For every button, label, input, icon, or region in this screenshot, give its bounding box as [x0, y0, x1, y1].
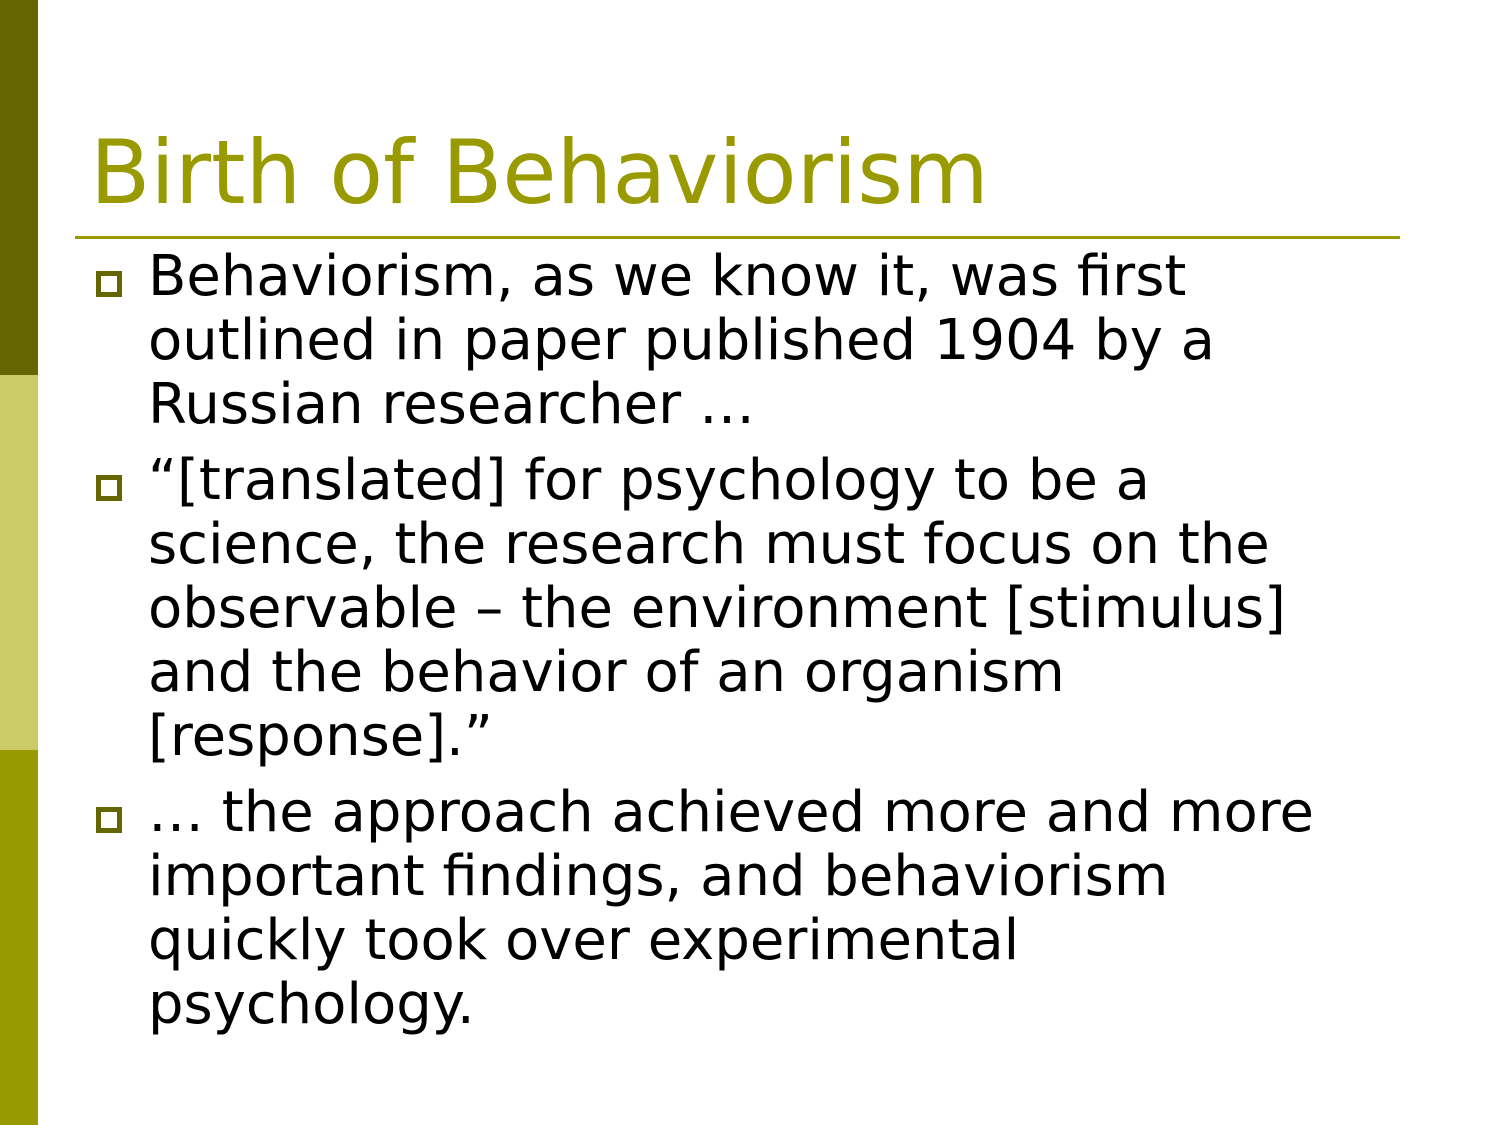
title-underline-rule — [75, 236, 1400, 239]
bullet-line: and the behavior of an organism — [148, 640, 1065, 705]
bullet-line: … the approach achieved more and more — [148, 780, 1314, 845]
bullet-line: quickly took over experimental — [148, 908, 1020, 973]
hollow-square-bullet-icon — [96, 807, 122, 833]
sidebar-accent-top — [0, 0, 38, 375]
sidebar-accent-middle — [0, 375, 38, 750]
hollow-square-bullet-icon — [96, 271, 122, 297]
hollow-square-bullet-icon — [96, 475, 122, 501]
bullet-item-1 — [90, 245, 1420, 437]
bullet-line: outlined in paper published 1904 by a — [148, 308, 1215, 373]
sidebar-accent-bottom — [0, 750, 38, 1125]
bullet-line: [response].” — [148, 704, 493, 769]
bullet-line: Russian researcher … — [148, 372, 755, 437]
bullet-line: psychology. — [148, 972, 475, 1037]
slide-title: Birth of Behaviorism — [90, 121, 989, 224]
bullet-line: observable – the environment [stimulus] — [148, 576, 1286, 641]
bullet-list — [90, 245, 1420, 1049]
bullet-item-2 — [90, 449, 1420, 769]
bullet-line: science, the research must focus on the — [148, 512, 1270, 577]
bullet-item-3 — [90, 781, 1420, 1037]
bullet-line: Behaviorism, as we know it, was first — [148, 244, 1187, 309]
bullet-line: “[translated] for psychology to be a — [148, 448, 1150, 513]
bullet-line: important findings, and behaviorism — [148, 844, 1169, 909]
